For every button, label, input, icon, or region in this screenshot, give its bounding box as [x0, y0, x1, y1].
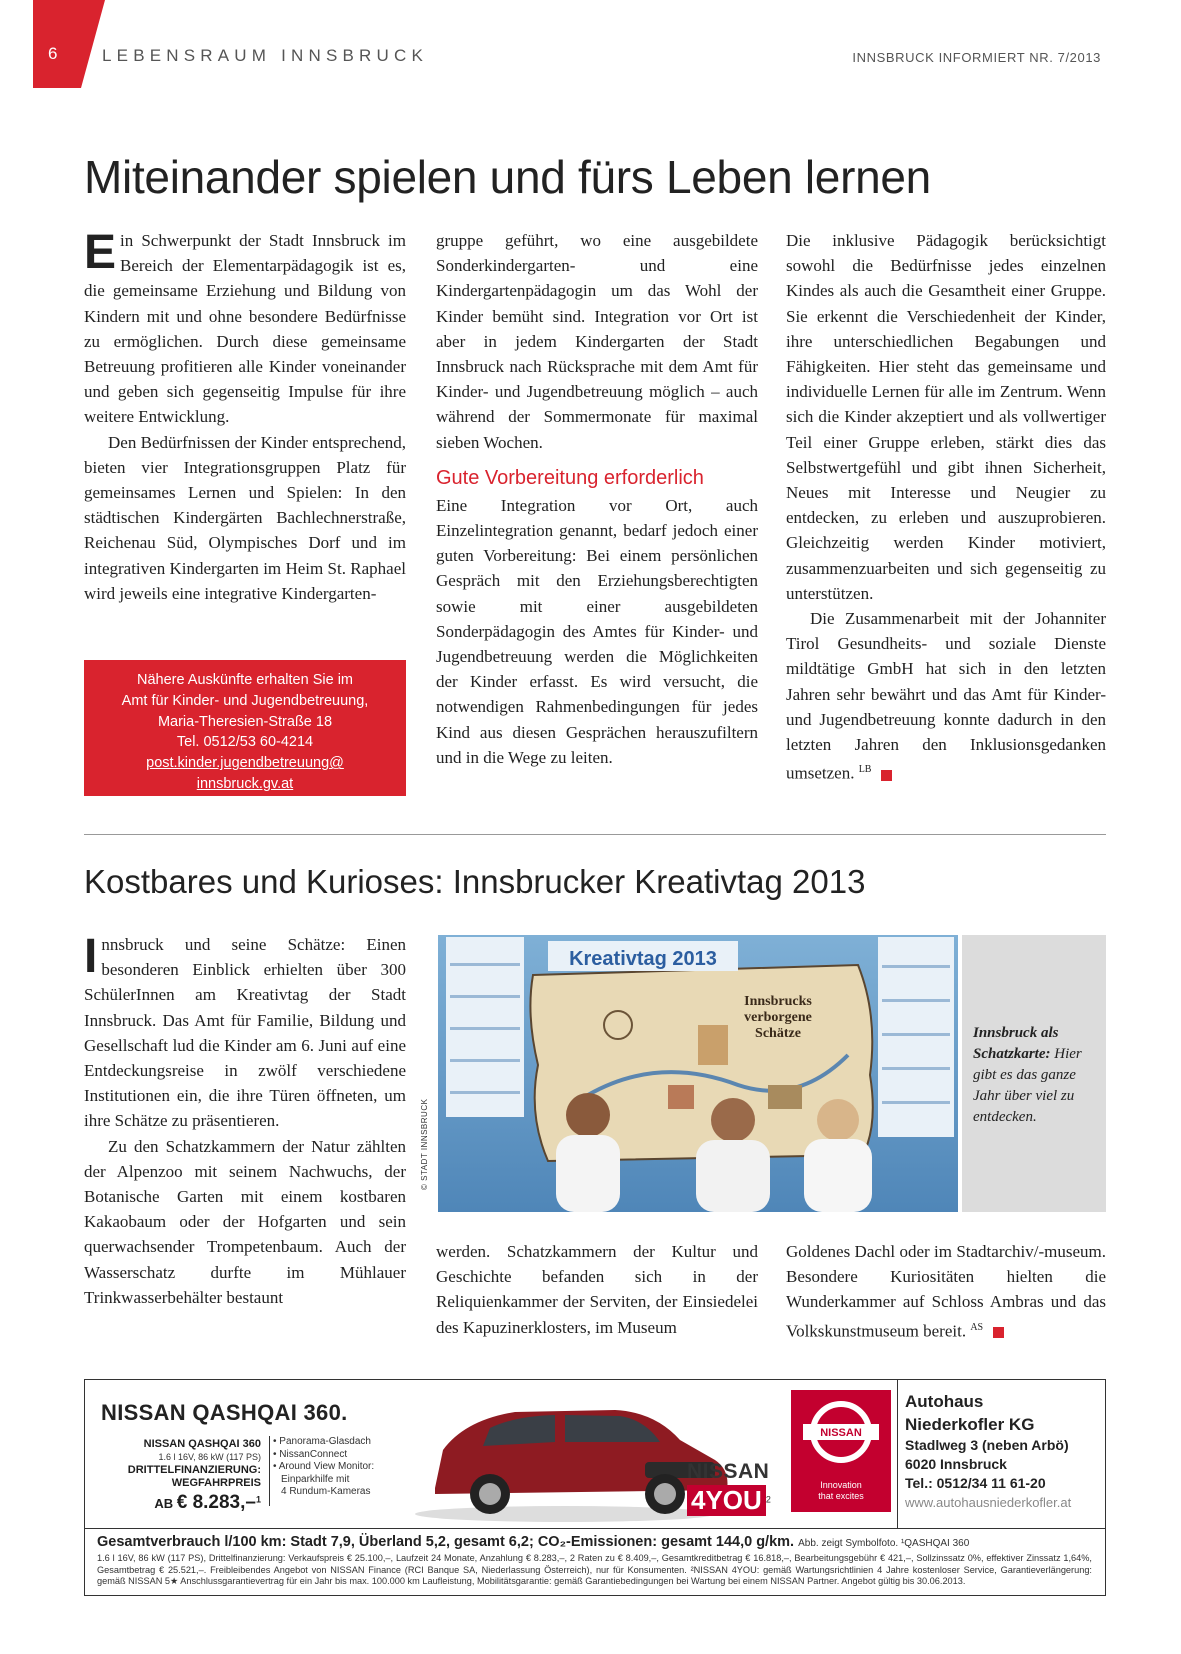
email-link-domain[interactable]: innsbruck.gv.at — [196, 775, 294, 792]
ad-model-info — [101, 1438, 261, 1490]
consumption-note: Abb. zeigt Symbolfoto. ¹QASHQAI 360 — [798, 1538, 970, 1549]
nissan-4you-box: 4YOU — [687, 1485, 766, 1516]
consumption-text: Gesamtverbrauch l/100 km: Stadt 7,9, Überland 5,2, gesamt 6,2; CO₂-Emissionen: gesamt 144,0 g/km. — [97, 1534, 795, 1550]
article-column-2 — [436, 1239, 758, 1340]
ad-feature: • Around View Monitor: — [273, 1461, 375, 1472]
email-link[interactable]: post.kinder.jugendbetreuung@ — [146, 755, 344, 772]
article-column-1 — [84, 228, 406, 606]
ad-price — [101, 1492, 261, 1514]
dealer-city: 6020 Innsbruck — [905, 1456, 1007, 1472]
nissan-logo-text: NISSAN — [820, 1427, 862, 1439]
article-column-3 — [786, 1239, 1106, 1343]
article-column-2 — [436, 228, 758, 770]
paragraph: in Schwerpunkt der Stadt Innsbruck im Bereich der Elementarpädagogik ist es, die gemeinsame Erziehung und Bildung von Kindern mit und ohne besondere Bedürfnisse zu ermöglichen. Durch diese gemeinsame Betreuung profitieren alle Kinder voneinander und geben sich gegenseitig Impulse für ihre weitere Entwicklung. — [84, 231, 406, 427]
info-phone: Tel. 0512/53 60-4214 — [176, 734, 314, 751]
nissan-4you-word: NISSAN — [687, 1460, 770, 1483]
photo-caption — [973, 1023, 1097, 1128]
ad-feature: • NissanConnect — [273, 1448, 348, 1460]
author-initials: AS — [970, 1321, 984, 1333]
caption-text: Hier gibt es das ganze Jahr über viel zu entdecken. — [973, 1046, 1082, 1125]
author-initials: LB — [858, 764, 872, 776]
page-number: 6 — [48, 44, 58, 63]
nissan-advertisement — [84, 1379, 1106, 1596]
paragraph: Den Bedürfnissen der Kinder entsprechend, bieten vier Integrationsgruppen Platz für gemeinsames Lernen und Spielen: In den städtischen Kindergärten Bachlechnerstraße, Reichenau Süd, Olympisches Dorf und im integrativen Kindergarten im Heim St. Raphael wird jeweils eine integrative Kindergarten- — [84, 432, 406, 603]
page-corner-tab — [33, 0, 113, 88]
subheading: Gute Vorbereitung erforderlich — [436, 466, 704, 489]
info-line: Nähere Auskünfte erhalten Sie im — [136, 672, 353, 688]
map-title-line: Innsbrucks — [744, 994, 812, 1009]
ad-model-name: NISSAN QASHQAI 360 — [143, 1438, 261, 1450]
ad-feature: 4 Rundum-Kameras — [281, 1486, 371, 1497]
nissan-logo — [791, 1390, 891, 1512]
ad-feature-list — [273, 1436, 374, 1499]
paragraph: Goldenes Dachl oder im Stadtarchiv/-museum. Besondere Kuriositäten hielten die Wunderkammer auf Schloss Ambras und das Volkskunstmuseum bereit. — [786, 1242, 1106, 1341]
nissan-slogan: Innovation — [820, 1480, 862, 1490]
info-box — [84, 660, 406, 796]
dealer-info — [905, 1390, 1100, 1512]
nissan-4you-badge — [687, 1460, 771, 1516]
article-title: Miteinander spielen und fürs Leben lernen — [84, 151, 931, 203]
dealer-name: Niederkofler KG — [905, 1415, 1035, 1434]
divider — [269, 1436, 270, 1506]
issue-label: INNSBRUCK INFORMIERT NR. 7/2013 — [852, 50, 1101, 65]
ad-feature: Einparkhilfe mit — [281, 1473, 350, 1485]
map-title-line: Schätze — [755, 1026, 801, 1041]
article-title: Kostbares und Kurioses: Innsbrucker Kreativtag 2013 — [84, 863, 866, 900]
paragraph: Zu den Schatzkammern der Natur zählten der Alpenzoo mit seinem Nachwuchs, der Botanische Garten mit einem kostbaren Kakaobaum oder der Hofgarten und sein querwachsender Trompetenbaum. Auch der Wasserschatz durfte im Mühlauer Trinkwasserbehälter bestaunt — [84, 1136, 406, 1307]
dealer-street: Stadlweg 3 (neben Arbö) — [905, 1437, 1069, 1453]
info-line: Maria-Theresien-Straße 18 — [157, 713, 333, 730]
section-divider — [84, 834, 1106, 835]
nissan-slogan: that excites — [818, 1491, 864, 1501]
ad-price-prefix: AB — [154, 1496, 174, 1511]
paragraph: Eine Integration vor Ort, auch Einzelintegration genannt, bedarf jedoch einer guten Vorbereitung: Bei einem persönlichen Gespräch mit den Erziehungsberechtigten sowie mit einer ausgebildeten Sonderpädagogin des Amtes für Kinder- und Jugendbetreuung werden die Möglichkeiten der Kinder erfasst. Es wird versucht, die notwendigen Rahmenbedingungen für jedes Kind aus diesen Gesprächen herauszufiltern und in die Wege zu leiten. — [436, 495, 758, 767]
paragraph: nnsbruck und seine Schätze: Einen besonderen Einblick erhielten über 300 SchülerInnen am Kreativtag der Stadt Innsbruck. Das Amt für Familie, Bildung und Gesellschaft lud die Kinder am 6. Juni auf eine Entdeckungsreise in zwölf verschiedene Institutionen ein, die ihre Türen öffneten, um ihre Schätze zu präsentieren. — [84, 935, 406, 1131]
dealer-website-link[interactable]: www.autohausniederkofler.at — [905, 1495, 1072, 1510]
divider — [897, 1380, 898, 1528]
paragraph: Die Zusammenarbeit mit der Johanniter Tirol Gesundheits- und soziale Dienste mildtätige GmbH hat sich in den letzten Jahren sehr bewährt und das Amt für Kinder- und Jugendbetreuung konnte dadurch in den letzten Jahren den Inklusionsgedanken umsetzen. — [786, 609, 1106, 783]
article-column-3 — [786, 228, 1106, 786]
drop-cap: I — [84, 930, 98, 983]
article-column-1 — [84, 932, 406, 1310]
kreativtag-photo — [438, 935, 958, 1212]
end-mark-icon — [993, 1327, 1004, 1338]
paragraph: gruppe geführt, wo eine ausgebildete Sonderkindergarten- und eine Kindergartenpädagogin um das Wohl der Kinder bemüht sind. Integration vor Ort ist aber in jedem Kindergarten der Stadt Innsbruck nach Rücksprache mit dem Amt für Kinder- und Jugendbetreuung möglich – auch während der Sommermonate für maximal sieben Wochen. — [436, 231, 758, 452]
ad-price-note: 1 — [255, 1494, 261, 1505]
ad-fine-print: 1.6 l 16V, 86 kW (117 PS), Drittelfinanzierung: Verkaufspreis € 25.100,–, Laufzeit 24 Monate, Anzahlung € 8.283,–, 2 Raten zu € 8.409,–, Gesamtkreditbetrag € 16.818,–, Bearbeitungsgebühr € 421,–, Sollzinssatz 0%, effektiver Zinssatz 1,64%, Gesamtbetrag € 25.521,–. Freibleibendes Angebot von NISSAN Finance (RCI Banque SA, Niederlassung Österreich), nur für Konsumenten. ²NISSAN 4YOU: gemäß Wartungsrichtlinien 4 Jahre kostenloser Service, Garantieverlängerung: gemäß NISSAN 5★ Anschlussgarantievertrag für ein Jahr bis max. 100.000 km Laufleistung, Mobilitätsgarantie: gemäß Garantiebedingungen bei Wartung bei einem NISSAN Partner. Angebot gültig bis 30.06.2013. — [97, 1553, 1092, 1586]
ad-engine: 1.6 l 16V, 86 kW (117 PS) — [158, 1452, 261, 1462]
caption-lead: Innsbruck als Schatzkarte: — [973, 1025, 1059, 1062]
dealer-name: Autohaus — [905, 1392, 984, 1411]
info-line: Amt für Kinder- und Jugendbetreuung, — [121, 692, 369, 709]
paragraph: Die inklusive Pädagogik berücksichtigt sowohl die Bedürfnisse jedes einzelnen Kindes als auch die Gesamtheit einer Gruppe. Sie erkennt die Verschiedenheit der Kinder, ihre unterschiedlichen Begabungen und Fähigkeiten. Hier steht das gemeinsame und individuelle Lernen für alle im Zentrum. Wenn sich die Kinder akzeptiert und als vollwertiger Teil einer Gruppe erleben, stärkt dies das Selbstwertgefühl und gibt ihnen Sicherheit, Neues mit Interesse und Neugier zu entdecken, zu erleben und auszuprobieren. Gleichzeitig werden Kinder motiviert, zusammenzuarbeiten und sich gegenseitig zu unterstützen. — [786, 231, 1106, 603]
paragraph: werden. Schatzkammern der Kultur und Geschichte befanden sich in der Reliquienkammer der Serviten, der Einsiedelei des Kapuzinerklosters, im Museum — [436, 1242, 758, 1337]
ad-divider — [85, 1528, 1105, 1529]
end-mark-icon — [881, 770, 892, 781]
ad-feature: • Panorama-Glasdach — [273, 1436, 371, 1447]
ad-price-value: € 8.283,– — [176, 1492, 256, 1513]
nissan-4you-note: 2 — [765, 1494, 771, 1505]
map-title-line: verborgene — [744, 1010, 812, 1025]
ad-consumption — [97, 1534, 969, 1550]
children-figures — [556, 1093, 872, 1212]
photo-caption-box — [962, 935, 1106, 1212]
drop-cap: E — [84, 226, 117, 279]
ad-price-label: WEGFAHRPREIS — [171, 1477, 261, 1489]
section-title: LEBENSRAUM INNSBRUCK — [102, 46, 428, 65]
ad-financing: DRITTELFINANZIERUNG: — [127, 1464, 261, 1476]
photo-credit: © STADT INNSBRUCK — [420, 1098, 429, 1190]
ad-title: NISSAN QASHQAI 360. — [101, 1400, 348, 1425]
photo-banner-text: Kreativtag 2013 — [569, 948, 717, 970]
dealer-phone: Tel.: 0512/34 11 61-20 — [905, 1475, 1046, 1491]
